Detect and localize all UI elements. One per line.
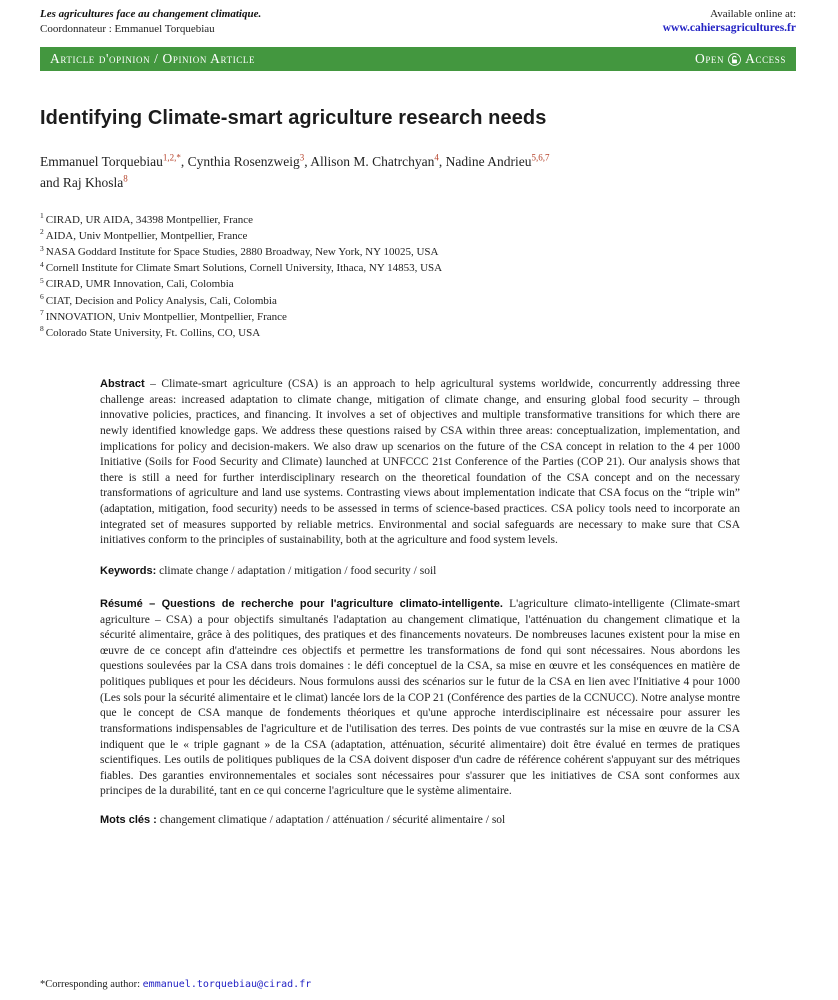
open-access-badge xyxy=(695,51,786,67)
affiliation-row xyxy=(40,325,796,341)
open-label: Open xyxy=(694,51,725,66)
open-access-lock-icon xyxy=(728,53,741,66)
mots-cles-label: Mots clés : xyxy=(100,814,157,827)
abstract-text: – Climate-smart agriculture (CSA) is an approach to help agricultural systems worldwide, concurrently addressing three challenge areas: increased adaptation to climate change, mitigation of climate change, and ensuring global food security – through innovative policies, practices, and financing. It involves a set of objectives and multiple transformative transitions for which there are newly identified knowledge gaps. We address these questions raised by CSA within three areas: conceptualization, implementation, and implications for policy and decision-makers. We also draw up scenarios on the future of the CSA concept in relation to the 4 per 1000 Initiative (Soils for Food Security and Climate) launched at UNFCCC 21st Conference of the Parties (COP 21). Our analysis shows that there is still a need for further interdisciplinary research on the theoretical foundation of the CSA concept and on the necessary transformations of agriculture and land use systems. Contrasting views about implementation indicate that CSA focus on the “triple win” (adaptation, mitigation, food security) needs to be assessed in terms of science-based practices. CSA policy tools need to incorporate an integrated set of measures supported by reliable metrics. Environmental and social safeguards are necessary to make sure that CSA initiatives conform to the principles of sustainability, both at the agriculture and food system levels. xyxy=(100,378,740,547)
footnote-prefix: *Corresponding author: xyxy=(40,979,143,990)
affiliation-row xyxy=(40,228,796,244)
author-affiliation-sup: 4 xyxy=(434,152,439,163)
affiliation-row xyxy=(40,309,796,325)
author xyxy=(446,154,550,169)
author-affiliation-sup: 1,2,* xyxy=(162,152,181,163)
article-type-banner xyxy=(40,47,796,71)
abstract-label: Abstract xyxy=(100,378,145,391)
affiliation-text: CIRAD, UR AIDA, 34398 Montpellier, France xyxy=(45,213,254,226)
affiliation-row xyxy=(40,244,796,260)
article-title: Identifying Climate-smart agriculture research needs xyxy=(40,107,547,129)
affiliation-number: 4 xyxy=(40,259,44,269)
masthead-left xyxy=(40,8,261,35)
affiliation-text: CIAT, Decision and Policy Analysis, Cali, Colombia xyxy=(45,294,277,307)
resume-label: Résumé – Questions de recherche pour l'agriculture climato-intelligente. xyxy=(100,597,503,610)
affiliation-number: 2 xyxy=(40,227,44,237)
and-word: and xyxy=(40,174,60,190)
author-name: Emmanuel Torquebiau xyxy=(40,154,163,169)
available-online-label: Available online at: xyxy=(710,8,796,20)
access-label: Access xyxy=(745,51,786,66)
mots-cles-line xyxy=(100,814,740,826)
author-separator: , xyxy=(304,154,308,169)
abstract-resume-block xyxy=(100,377,740,826)
resume-text: L'agriculture climato-intelligente (Climate-smart agriculture – CSA) a pour objectifs simultanés l'adaptation au changement climatique, l'atténuation du changement climatique et la sécurité alimentaire, grâce à des politiques, des pratiques et des financements novateurs. De nombreuses lacunes existent pour la mise en œuvre de ce concept afin d'atteindre ces objectifs et permettre les transformations de fond qui sont nécessaires. Nous abordons les questions soulevées par la CSA dans trois domaines : le défi conceptuel de la CSA, sa mise en œuvre et les conséquences en matière de politiques publiques et pour les décideurs. Nous formulons aussi des scénarios sur le futur de la CSA en lien avec l'Initiative 4 pour 1000 (Les sols pour la sécurité alimentaire et le climat) lancée lors de la COP 21 (Conférence des parties de la CCNUCC). Notre analyse montre que le concept de CSA manque de fondements théoriques et qu'une approche interdisciplinaire est nécessaire pour assurer les transformations indispensables de l'agriculture et de l'utilisation des terres. Des points de vue contrastés sur la mise en œuvre de la CSA indiquent que le « triple gagnant » de la CSA (adaptation, atténuation, sécurité alimentaire) doit être évalué en termes de pratiques scientifiques. Les outils de politiques publiques de la CSA doivent disposer d'un cadre de référence cohérent s'appuyant sur des métriques fiables. Des garanties environnementales et sociales sont nécessaires pour s'assurer que les initiatives de CSA sont conformes aux principes de la durabilité, tant en ce qui concerne l'agriculture que le système alimentaire. xyxy=(100,597,741,798)
affiliation-text: CIRAD, UMR Innovation, Cali, Colombia xyxy=(45,278,234,291)
affiliation-row xyxy=(40,260,796,276)
mots-cles-text: changement climatique / adaptation / atténuation / sécurité alimentaire / sol xyxy=(159,814,506,827)
article-type-label: Article d'opinion / Opinion Article xyxy=(50,51,256,66)
masthead xyxy=(40,8,796,35)
journal-website-link[interactable]: www.cahiersagricultures.fr xyxy=(662,22,796,34)
corresponding-author-note xyxy=(40,979,311,990)
author-separator: , xyxy=(180,154,185,169)
affiliation-row xyxy=(40,212,796,228)
author xyxy=(310,154,442,169)
author-affiliation-sup: 5,6,7 xyxy=(531,152,550,163)
author-affiliation-sup: 8 xyxy=(123,173,128,184)
author-name: Cynthia Rosenzweig xyxy=(187,154,300,169)
affiliation-number: 7 xyxy=(40,308,44,318)
resume-paragraph xyxy=(100,597,740,800)
author-name: Allison M. Chatrchyan xyxy=(310,154,435,169)
corresponding-author-email[interactable]: emmanuel.torquebiau@cirad.fr xyxy=(142,979,312,990)
affiliation-number: 6 xyxy=(40,291,44,301)
affiliation-number: 1 xyxy=(40,211,44,221)
author xyxy=(63,175,128,190)
masthead-right xyxy=(663,8,796,34)
author xyxy=(40,154,184,169)
author-name: Raj Khosla xyxy=(62,174,124,190)
affiliation-list xyxy=(40,212,796,341)
affiliation-text: Cornell Institute for Climate Smart Solutions, Cornell University, Ithaca, NY 14853, USA xyxy=(45,262,443,275)
author-list xyxy=(40,152,760,194)
author-separator: , xyxy=(438,154,443,169)
affiliation-text: NASA Goddard Institute for Space Studies, 2880 Broadway, New York, NY 10025, USA xyxy=(45,246,439,259)
author-affiliation-sup: 3 xyxy=(299,152,305,163)
series-title: Les agricultures face au changement climatique. xyxy=(40,8,262,20)
keywords-text: climate change / adaptation / mitigation / food security / soil xyxy=(159,564,437,577)
affiliation-text: AIDA, Univ Montpellier, Montpellier, France xyxy=(45,230,248,242)
affiliation-number: 5 xyxy=(40,275,44,285)
affiliation-text: INNOVATION, Univ Montpellier, Montpellier, France xyxy=(45,310,287,323)
author xyxy=(188,154,308,169)
affiliation-text: Colorado State University, Ft. Collins, CO, USA xyxy=(45,326,261,339)
affiliation-number: 3 xyxy=(40,243,44,253)
keywords-label: Keywords: xyxy=(100,564,157,577)
affiliation-row xyxy=(40,293,796,309)
affiliation-number: 8 xyxy=(40,324,44,334)
abstract-paragraph xyxy=(100,377,740,549)
coordinator-line: Coordonnateur : Emmanuel Torquebiau xyxy=(40,23,215,35)
author-name: Nadine Andrieu xyxy=(445,154,532,169)
affiliation-row xyxy=(40,276,796,292)
keywords-line xyxy=(100,565,740,577)
